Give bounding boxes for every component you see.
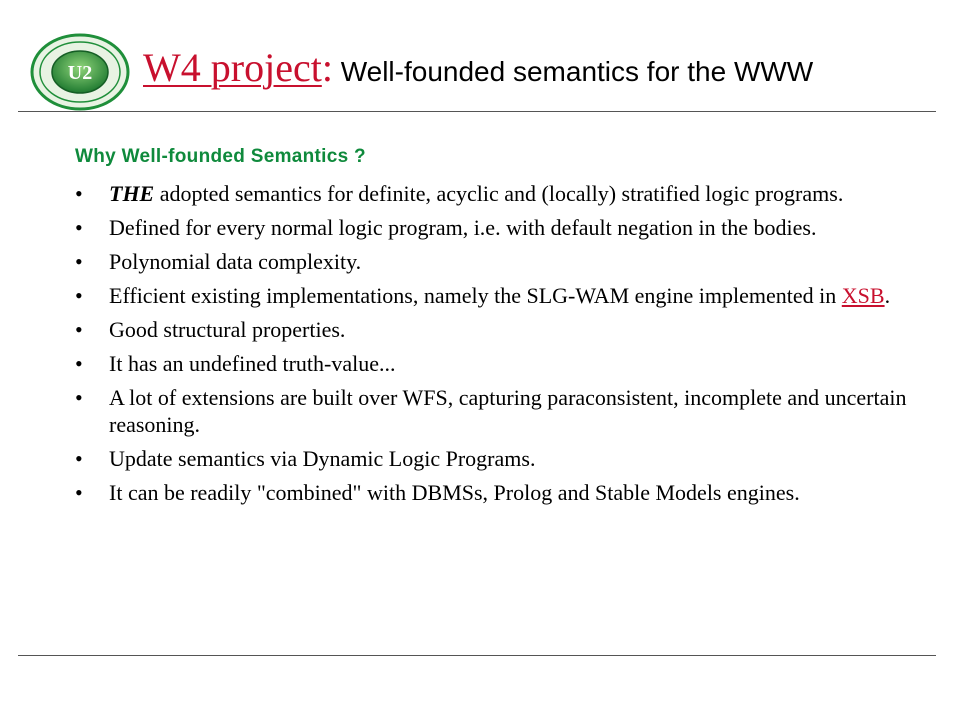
- logo-monogram: U2: [67, 62, 93, 84]
- list-item: [75, 384, 940, 438]
- title-colon: :: [321, 45, 333, 90]
- list-item-text: adopted semantics for definite, acyclic and (locally) stratified logic programs.: [154, 181, 844, 206]
- bullet-icon: •: [75, 181, 83, 206]
- bullet-icon: •: [75, 317, 83, 342]
- list-item: [75, 445, 940, 472]
- bullet-icon: •: [75, 283, 83, 308]
- list-item-text: .: [884, 283, 891, 308]
- list-item-text: Update semantics via Dynamic Logic Programs.: [109, 446, 536, 471]
- list-item-text: A lot of extensions are built over WFS, capturing paraconsistent, incomplete and uncertain reasoning.: [109, 385, 907, 437]
- list-item-text: It can be readily "combined" with DBMSs, Prolog and Stable Models engines.: [109, 480, 800, 505]
- list-item: [75, 282, 940, 309]
- list-item: [75, 180, 940, 207]
- title-subtitle: Well-founded semantics for the WWW: [332, 56, 814, 87]
- emphasis-text: THE: [109, 181, 155, 206]
- list-item-text: Efficient existing implementations, namely the SLG-WAM engine implemented in: [109, 283, 842, 308]
- bullet-icon: •: [75, 351, 83, 376]
- list-item: [75, 479, 940, 506]
- bullet-icon: •: [75, 215, 83, 240]
- list-item-text: Defined for every normal logic program, i.e. with default negation in the bodies.: [109, 215, 817, 240]
- list-item-text: It has an undefined truth-value...: [109, 351, 396, 376]
- list-item-text: Polynomial data complexity.: [109, 249, 362, 274]
- bullet-icon: •: [75, 480, 83, 505]
- bullet-icon: •: [75, 385, 83, 410]
- university-seal-logo: [30, 33, 130, 111]
- bullet-list: [75, 180, 940, 513]
- page-title: [143, 44, 813, 91]
- list-item-text: Good structural properties.: [109, 317, 346, 342]
- bottom-divider: [18, 655, 936, 656]
- w4-project-link[interactable]: W4 project: [143, 45, 322, 90]
- section-heading: Why Well-founded Semantics ?: [75, 146, 366, 167]
- bullet-icon: •: [75, 446, 83, 471]
- list-item: [75, 248, 940, 275]
- list-item: [75, 316, 940, 343]
- top-divider: [18, 111, 936, 112]
- xsb-link[interactable]: XSB: [841, 283, 885, 308]
- bullet-icon: •: [75, 249, 83, 274]
- list-item: [75, 350, 940, 377]
- list-item: [75, 214, 940, 241]
